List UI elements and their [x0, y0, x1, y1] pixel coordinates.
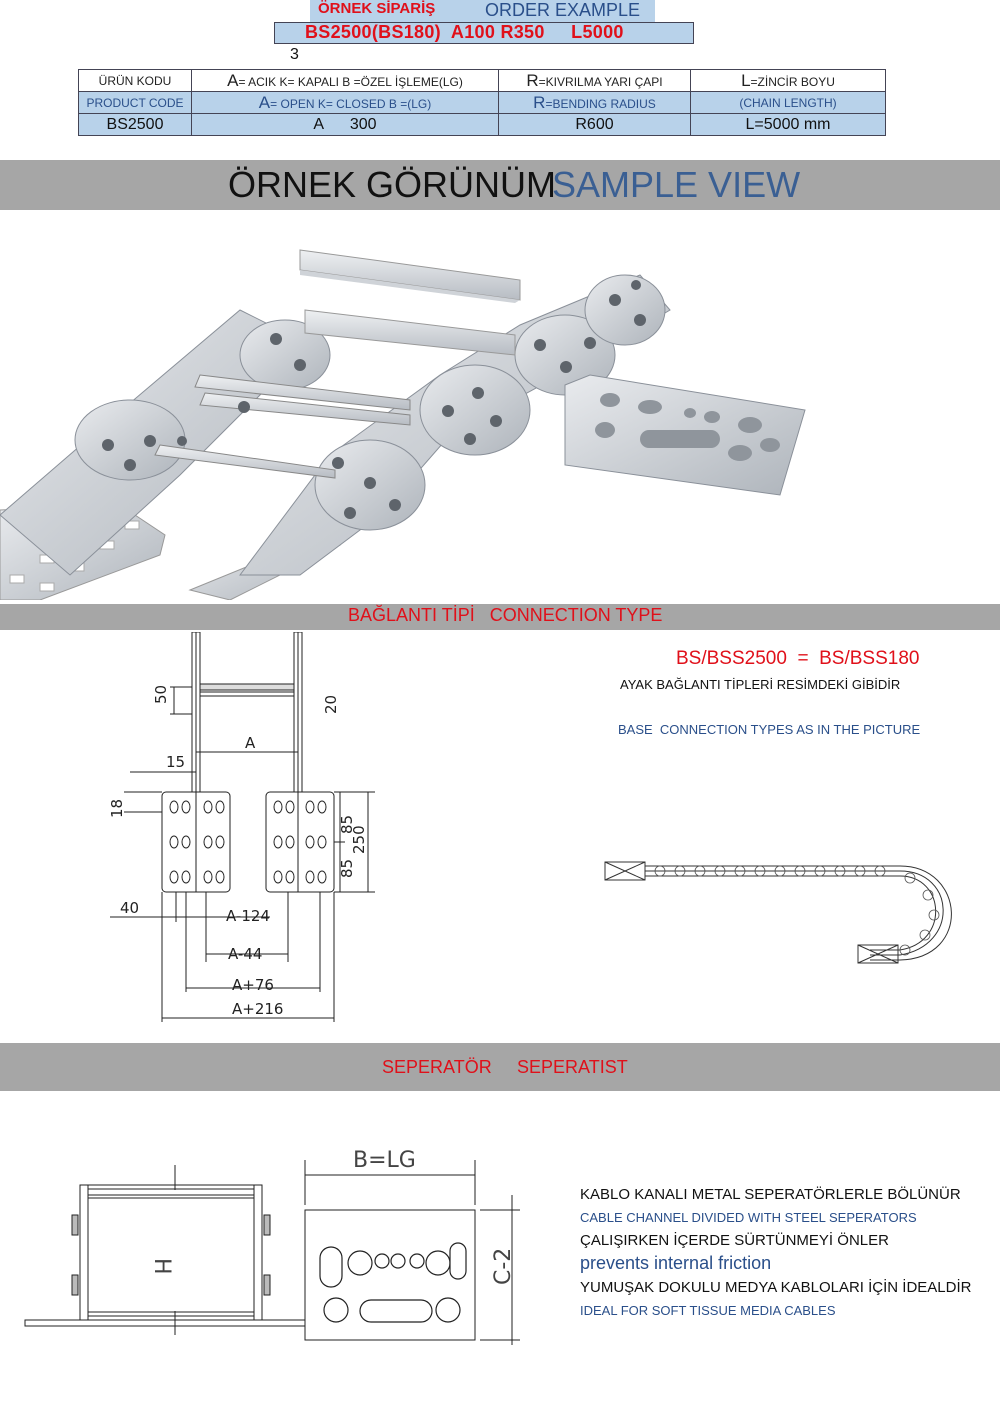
separator-line-6: IDEAL FOR SOFT TISSUE MEDIA CABLES	[580, 1303, 836, 1318]
dim-15: 15	[166, 753, 186, 771]
dim-a: A	[245, 734, 256, 752]
separator-band	[0, 1043, 1000, 1091]
order-example-text: BS2500(BS180) A100 R350 L5000	[305, 22, 624, 42]
connection-type-band	[0, 604, 1000, 630]
connection-technical-drawing	[100, 632, 380, 1032]
order-example-code	[274, 22, 694, 44]
separator-title-tr: SEPERATÖR	[382, 1057, 492, 1077]
cell-product-value: BS2500	[79, 114, 192, 136]
sample-view-title-tr: ÖRNEK GÖRÜNÜM	[228, 164, 557, 205]
model-equivalence: BS/BSS2500 = BS/BSS180	[676, 648, 920, 669]
dim-a-124: A-124	[226, 907, 270, 925]
dim-a-216: A+216	[232, 1000, 284, 1018]
cell-product-en: PRODUCT CODE	[79, 92, 192, 114]
order-title-tr: ÖRNEK SİPARİŞ	[318, 0, 436, 17]
dim-b-lg: B=LG	[353, 1148, 416, 1173]
dim-a-76: A+76	[232, 976, 274, 994]
separator-line-4: prevents internal friction	[580, 1253, 772, 1273]
order-title-banner	[310, 0, 655, 22]
separator-drawing	[20, 1135, 540, 1345]
dim-18: 18	[108, 798, 126, 818]
connection-type-title: BAĞLANTI TİPİ CONNECTION TYPE	[348, 605, 663, 625]
dim-85-upper: 85	[338, 814, 356, 834]
connection-note-tr: AYAK BAĞLANTI TİPLERİ RESİMDEKİ GİBİDİR	[620, 677, 901, 692]
dim-h: H	[149, 1258, 174, 1275]
table-row	[79, 114, 886, 136]
product-code-table	[78, 69, 886, 136]
cable-chain-illustration	[0, 215, 1000, 600]
connection-note-en: BASE CONNECTION TYPES AS IN THE PICTURE	[618, 722, 921, 737]
dim-c-2: C-2	[491, 1247, 516, 1285]
sample-view-band	[0, 160, 1000, 210]
dim-20: 20	[322, 694, 340, 714]
dim-250: 250	[350, 825, 368, 854]
dim-85-lower: 85	[338, 858, 356, 878]
note-number: 3	[290, 46, 299, 63]
separator-line-3: ÇALIŞIRKEN İÇERDE SÜRTÜNMEYİ ÖNLER	[580, 1232, 889, 1249]
separator-line-1: KABLO KANALI METAL SEPERATÖRLERLE BÖLÜNÜR	[580, 1186, 961, 1203]
cell-length-en: (CHAIN LENGTH)	[691, 92, 886, 114]
separator-line-2: CABLE CHANNEL DIVIDED WITH STEEL SEPERATORS	[580, 1210, 917, 1225]
cell-radius-value: R600	[499, 114, 691, 136]
dim-a-44: A-44	[228, 945, 263, 963]
cell-type-en: A= OPEN K= CLOSED B =(LG)	[192, 92, 499, 114]
cell-radius-en: R=BENDING RADIUS	[499, 92, 691, 114]
cell-length-tr: L=ZİNCİR BOYU	[691, 70, 886, 92]
separator-line-5: YUMUŞAK DOKULU MEDYA KABLOLARI İÇİN İDEALDİR	[580, 1279, 972, 1296]
dim-40: 40	[120, 899, 140, 917]
order-title-en: ORDER EXAMPLE	[485, 0, 641, 20]
sample-view-title-en: SAMPLE VIEW	[552, 164, 801, 205]
separator-title-en: SEPERATIST	[517, 1057, 628, 1077]
table-row	[79, 92, 886, 114]
cell-product-tr: ÜRÜN KODU	[79, 70, 192, 92]
cell-radius-tr: R=KIVRILMA YARI ÇAPI	[499, 70, 691, 92]
table-row	[79, 70, 886, 92]
cell-type-tr: A= ACIK K= KAPALI B =ÖZEL İŞLEME(LG)	[192, 70, 499, 92]
cell-type-value: A 300	[192, 114, 499, 136]
dim-50: 50	[152, 684, 170, 704]
chain-side-view	[600, 850, 975, 970]
cell-length-value: L=5000 mm	[691, 114, 886, 136]
